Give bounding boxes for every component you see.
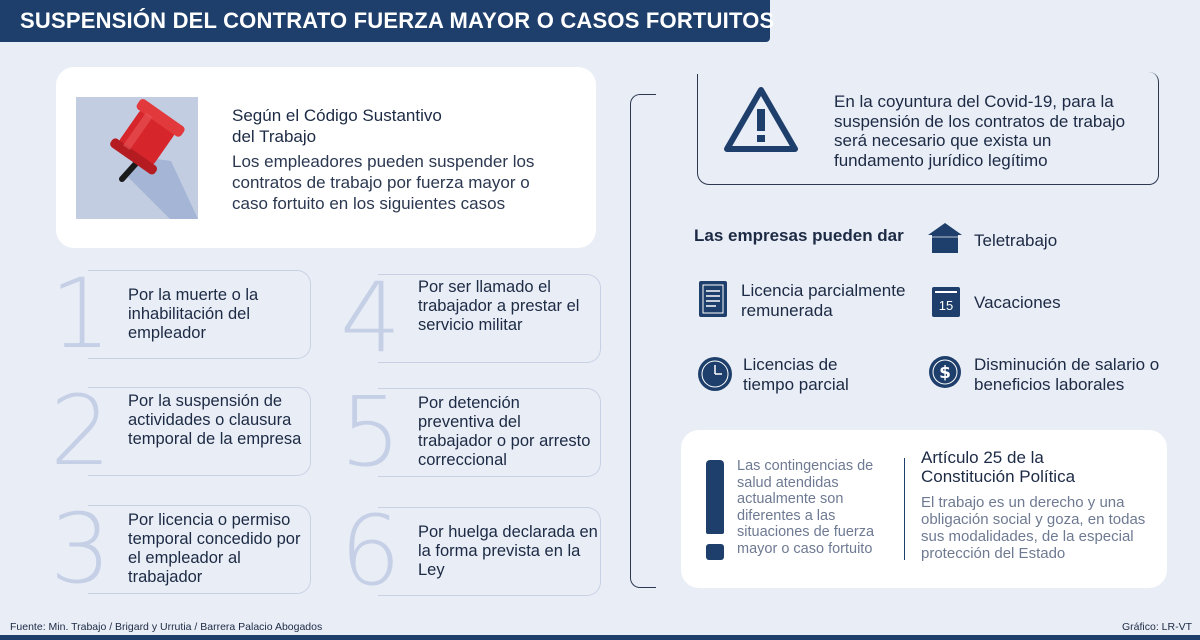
dollar-icon xyxy=(928,355,962,389)
cause-text: Por licencia o permiso temporal concedido por el empleador al trabajador xyxy=(128,511,301,586)
cause-number: 6 xyxy=(340,495,402,607)
article-card xyxy=(681,430,1167,588)
options-title: Las empresas pueden dar xyxy=(694,226,904,245)
cause-number: 5 xyxy=(340,376,402,488)
page-title: SUSPENSIÓN DEL CONTRATO FUERZA MAYOR O CASOS FORTUITOS xyxy=(20,8,775,33)
clock-icon xyxy=(697,356,733,392)
cause-item xyxy=(50,493,311,605)
option-label: Vacaciones xyxy=(974,293,1061,312)
calendar-day: 15 xyxy=(938,298,954,313)
cause-text: Por la suspensión de actividades o clausura temporal de la empresa xyxy=(128,392,302,448)
cause-text: Por ser llamado el trabajador a prestar el servicio militar xyxy=(418,278,580,334)
option-label: Licencia parcialmente remunerada xyxy=(741,281,906,320)
pin-icon xyxy=(76,97,198,219)
cause-text: Por huelga declarada en la forma prevista en la Ley xyxy=(418,523,598,579)
title-bar xyxy=(0,0,775,42)
option-label: Teletrabajo xyxy=(974,231,1058,250)
cause-number: 2 xyxy=(50,375,112,487)
section-bracket xyxy=(630,94,656,588)
footer-bar xyxy=(0,635,1200,640)
article-title: Artículo 25 de la Constitución Política xyxy=(921,448,1076,486)
document-icon xyxy=(698,280,728,318)
cause-number: 3 xyxy=(50,493,112,605)
intro-card xyxy=(56,67,596,248)
svg-text:$: $ xyxy=(939,363,951,383)
cause-item xyxy=(340,376,601,488)
cause-number: 1 xyxy=(50,258,112,370)
cause-text: Por la muerte o la inhabilitación del empleador xyxy=(128,286,259,342)
cause-item xyxy=(50,375,311,487)
card-divider xyxy=(904,458,905,560)
cause-item xyxy=(340,495,601,607)
covid-note-text: En la coyuntura del Covid-19, para la suspensión de los contratos de trabajo será necesario que exista un fundamento jurídico legítimo xyxy=(834,92,1126,170)
exclamation-icon xyxy=(706,460,724,534)
cause-item xyxy=(340,262,601,374)
intro-heading: Según el Código Sustantivo del Trabajo xyxy=(232,106,442,146)
cause-number: 4 xyxy=(340,262,402,374)
article-body: El trabajo es un derecho y una obligación social y goza, en todas sus modalidades, de la especial protección del Estado xyxy=(921,494,1146,562)
intro-body: Los empleadores pueden suspender los contratos de trabajo por fuerza mayor o caso fortuito en los siguientes casos xyxy=(232,152,535,213)
source-note: Fuente: Min. Trabajo / Brigard y Urrutia / Barrera Palacio Abogados xyxy=(10,621,323,633)
graphic-credit: Gráfico: LR-VT xyxy=(1121,621,1192,633)
option-label: Licencias de tiempo parcial xyxy=(743,355,849,394)
house-icon xyxy=(926,221,964,255)
calendar-icon xyxy=(932,287,960,317)
cause-text: Por detención preventiva del trabajador o por arresto correccional xyxy=(418,394,591,469)
option-label: Disminución de salario o beneficios laborales xyxy=(974,355,1160,394)
exclamation-dot xyxy=(706,544,724,560)
cause-item xyxy=(50,258,311,370)
warning-icon xyxy=(724,87,798,153)
covid-frame-gap xyxy=(697,72,766,74)
contingency-text: Las contingencias de salud atendidas actualmente son diferentes a las situaciones de fuerza mayor o caso fortuito xyxy=(737,458,875,557)
